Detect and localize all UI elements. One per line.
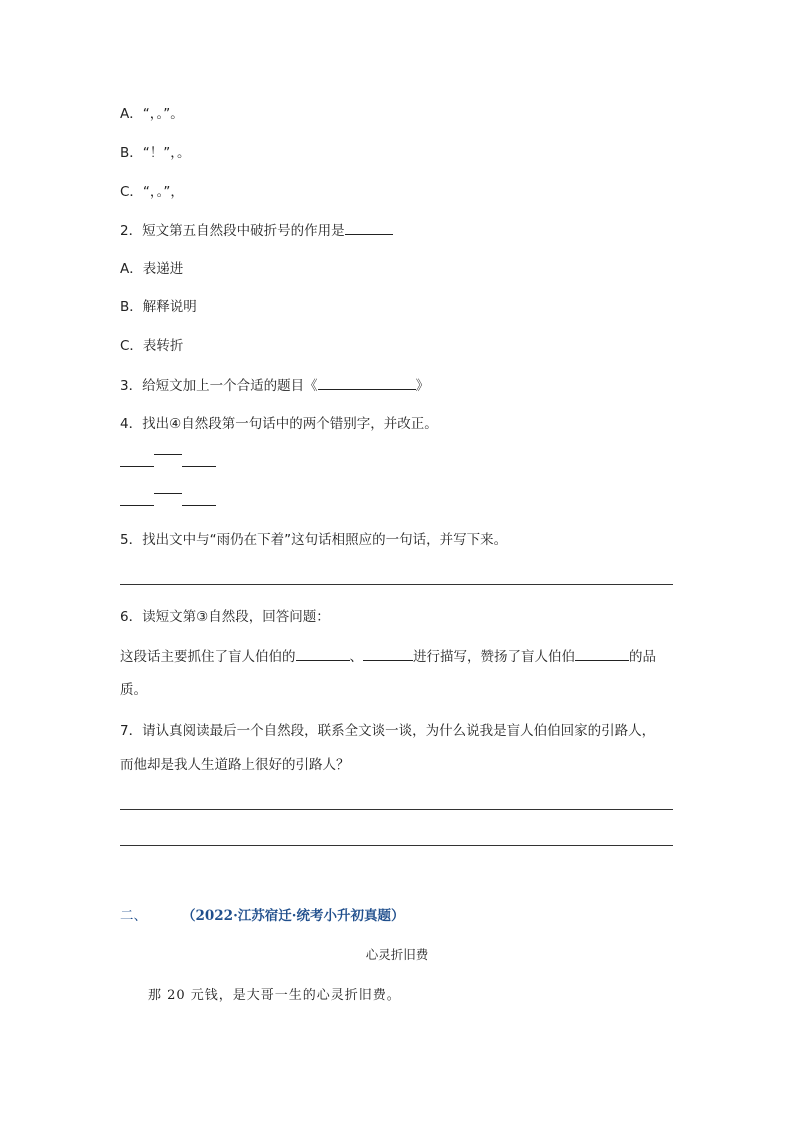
q1-option-c: C．“，。”， [120, 184, 184, 200]
q3-stem-text: 3．给短文加上一个合适的题目《 [120, 378, 318, 394]
q5-stem: 5．找出文中与“雨仍在下着”这句话相照应的一句话，并写下来。 [120, 532, 508, 548]
section-heading [120, 906, 404, 926]
q1-option-a: A．“，。”。 [120, 106, 184, 122]
passage-title: 心灵折旧费 [365, 947, 429, 962]
q7-line-1: 7．请认真阅读最后一个自然段，联系全文谈一谈，为什么说我是盲人伯伯回家的引路人， [120, 723, 656, 739]
q7-answer-line-1[interactable] [120, 809, 673, 810]
q6-sep: 、 [349, 649, 363, 665]
passage-first-line: 那 20 元钱，是大哥一生的心灵折旧费。 [148, 988, 401, 1003]
q6-fill-line [120, 646, 656, 667]
q2-option-b: B．解释说明 [120, 299, 197, 315]
dash-line [154, 446, 182, 455]
q4-answer-row-1 [120, 452, 216, 473]
q2-option-c: C．表转折 [120, 338, 184, 354]
answer-blank[interactable] [363, 646, 413, 661]
q3-close-bracket: 》 [415, 378, 430, 394]
section-number: 二、 [120, 908, 147, 924]
q7-answer-line-2[interactable] [120, 845, 673, 846]
q6-text-3: 的品 [629, 649, 656, 665]
q2-stem [120, 220, 393, 241]
answer-blank[interactable] [575, 646, 629, 661]
q6-stem: 6．读短文第③自然段，回答问题： [120, 609, 330, 625]
q6-text-2: 进行描写，赞扬了盲人伯伯 [413, 649, 575, 665]
answer-blank[interactable] [296, 646, 350, 661]
section-source: （2022·江苏宿迁·统考小升初真题） [182, 908, 405, 924]
q7-line-2: 而他却是我人生道路上很好的引路人？ [120, 757, 350, 773]
q3-stem [120, 375, 429, 396]
q5-answer-line[interactable] [120, 584, 673, 585]
q1-option-b: B．“！”，。 [120, 145, 191, 161]
q2-stem-text: 2．短文第五自然段中破折号的作用是 [120, 223, 345, 239]
correct-char-blank[interactable] [182, 491, 216, 506]
title-blank[interactable] [318, 375, 416, 390]
q6-text-1: 这段话主要抓住了盲人伯伯的 [120, 649, 296, 665]
wrong-char-blank[interactable] [120, 452, 154, 467]
q6-continued: 质。 [120, 682, 147, 698]
q4-answer-row-2 [120, 491, 216, 512]
dash-line [154, 485, 182, 494]
q2-option-a: A．表递进 [120, 261, 184, 277]
correct-char-blank[interactable] [182, 452, 216, 467]
answer-blank[interactable] [345, 220, 393, 235]
q4-stem: 4．找出④自然段第一句话中的两个错别字，并改正。 [120, 416, 438, 432]
wrong-char-blank[interactable] [120, 491, 154, 506]
